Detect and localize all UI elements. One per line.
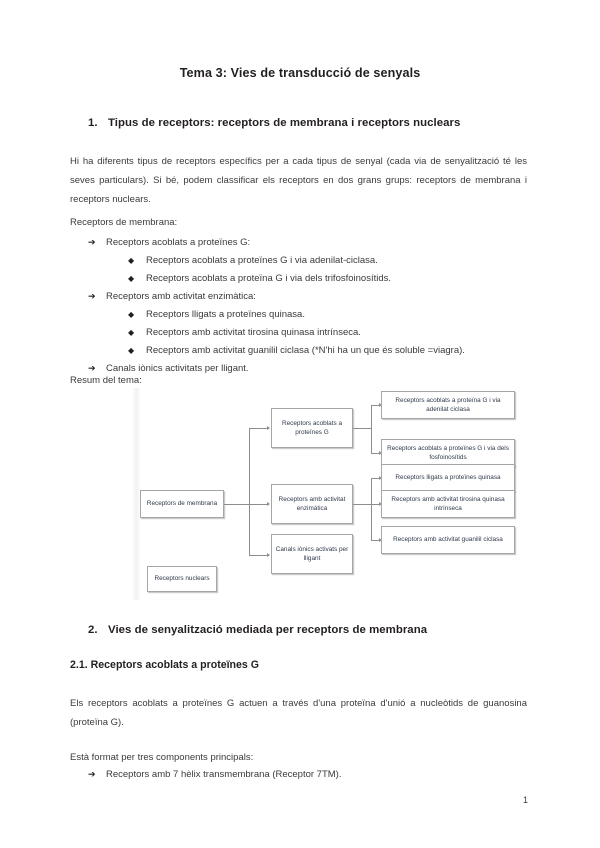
heading-section-2-1: 2.1. Receptors acoblats a proteïnes G bbox=[70, 659, 259, 671]
diamond-bullet-icon: ◆ bbox=[128, 310, 135, 319]
diagram-connector bbox=[249, 555, 267, 556]
list-item-label: Receptors amb activitat enzimàtica: bbox=[106, 291, 256, 302]
intro-paragraph: Hi ha diferents tipus de receptors específics per a cada tipus de senyal (cada via de senyalització té les seves particulars). Si bé, podem classificar els receptors en dos grans grups: receptors de membrana i receptors nuclears. bbox=[70, 156, 527, 205]
diagram-box-leaf: Receptors acoblats a proteïna G i via adenilat ciclasa bbox=[381, 391, 515, 419]
page-title: Tema 3: Vies de transducció de senyals bbox=[179, 66, 421, 80]
diagram-box-leaf: Receptors amb activitat tirosina quinasa intrínseca bbox=[381, 490, 515, 518]
diagram-connector bbox=[353, 428, 371, 429]
list-item bbox=[88, 768, 341, 781]
list-item bbox=[88, 290, 256, 303]
label-resum-tema: Resum del tema: bbox=[70, 375, 142, 386]
heading-section-2 bbox=[88, 624, 427, 636]
page-number: 1 bbox=[522, 795, 528, 805]
diagram-connector bbox=[371, 453, 379, 454]
diagram-box-mid: Receptors amb activitat enzimàtica bbox=[271, 484, 353, 524]
diagram-arrowhead bbox=[267, 426, 270, 430]
heading-section-1-text: Tipus de receptors: receptors de membrana i receptors nuclears bbox=[108, 117, 461, 129]
diamond-bullet-icon: ◆ bbox=[128, 328, 135, 337]
list-item-label: Receptors acoblats a proteïnes G: bbox=[106, 237, 251, 248]
label-components: Està format per tres components principals: bbox=[70, 752, 254, 763]
diagram-connector bbox=[371, 478, 372, 540]
diagram-box-leaf: Receptors amb activitat guanilil ciclasa bbox=[381, 526, 515, 554]
diamond-bullet-icon: ◆ bbox=[128, 256, 135, 265]
diagram-box-leaf: Receptors lligats a proteïnes quinasa bbox=[381, 464, 515, 492]
diagram-connector bbox=[249, 504, 267, 505]
heading-section-1 bbox=[88, 117, 460, 129]
diamond-bullet-icon: ◆ bbox=[128, 346, 135, 355]
list-item-label: Canals iònics activitats per lligant. bbox=[106, 363, 249, 374]
heading-section-2-number: 2. bbox=[88, 624, 98, 636]
label-receptors-membrana: Receptors de membrana: bbox=[70, 217, 178, 228]
diagram-box-mid: Canals iònics activats per lligant bbox=[271, 534, 353, 574]
diagram-connector bbox=[371, 504, 379, 505]
list-item bbox=[88, 236, 250, 249]
diagram-connector bbox=[353, 504, 371, 505]
diagram-box-mid: Receptors acoblats a proteïnes G bbox=[271, 408, 353, 448]
diagram-connector bbox=[371, 405, 379, 406]
list-item bbox=[128, 254, 378, 267]
diagram-connector bbox=[371, 405, 372, 453]
heading-section-1-number: 1. bbox=[88, 117, 98, 129]
heading-section-2-text: Vies de senyalització mediada per receptors de membrana bbox=[108, 624, 428, 636]
diagram-box-leaf: Receptors acoblats a proteïnes G i via dels fosfoinosítids bbox=[381, 439, 515, 467]
list-item bbox=[128, 326, 361, 339]
gpcr-paragraph: Els receptors acoblats a proteïnes G actuen a través d'una proteïna d'unió a nucleòtids de guanosina (proteïna G). bbox=[70, 698, 527, 728]
list-item bbox=[128, 308, 305, 321]
diagram-arrowhead bbox=[267, 553, 270, 557]
diagram-box-root-secondary: Receptors nuclears bbox=[147, 566, 217, 592]
list-item bbox=[128, 344, 465, 357]
diagram-box-root: Receptors de membrana bbox=[140, 490, 224, 518]
arrow-bullet-icon: ➔ bbox=[88, 237, 96, 247]
diagram-connector bbox=[371, 540, 379, 541]
diagram-connector bbox=[249, 428, 250, 555]
list-item-label: Receptors amb activitat tirosina quinasa intrínseca. bbox=[146, 327, 361, 338]
summary-diagram bbox=[133, 388, 509, 600]
diagram-connector bbox=[249, 428, 267, 429]
arrow-bullet-icon: ➔ bbox=[88, 363, 96, 373]
list-item-label: Receptors acoblats a proteïnes G i via adenilat-ciclasa. bbox=[146, 255, 378, 266]
diagram-arrowhead bbox=[267, 502, 270, 506]
diagram-connector bbox=[224, 504, 249, 505]
list-item-label: Receptors acoblats a proteïna G i via dels trifosfoinosítids. bbox=[146, 273, 392, 284]
diagram-connector bbox=[371, 478, 379, 479]
arrow-bullet-icon: ➔ bbox=[88, 291, 96, 301]
diagram-left-band bbox=[133, 388, 140, 600]
arrow-bullet-icon: ➔ bbox=[88, 769, 96, 779]
diamond-bullet-icon: ◆ bbox=[128, 274, 135, 283]
list-item-label: Receptors amb activitat guanilil ciclasa (*N'hi ha un que és soluble =viagra). bbox=[146, 345, 465, 356]
list-item-label: Receptors amb 7 hèlix transmembrana (Receptor 7TM). bbox=[106, 769, 342, 780]
list-item bbox=[128, 272, 391, 285]
list-item-label: Receptors lligats a proteïnes quinasa. bbox=[146, 309, 305, 320]
